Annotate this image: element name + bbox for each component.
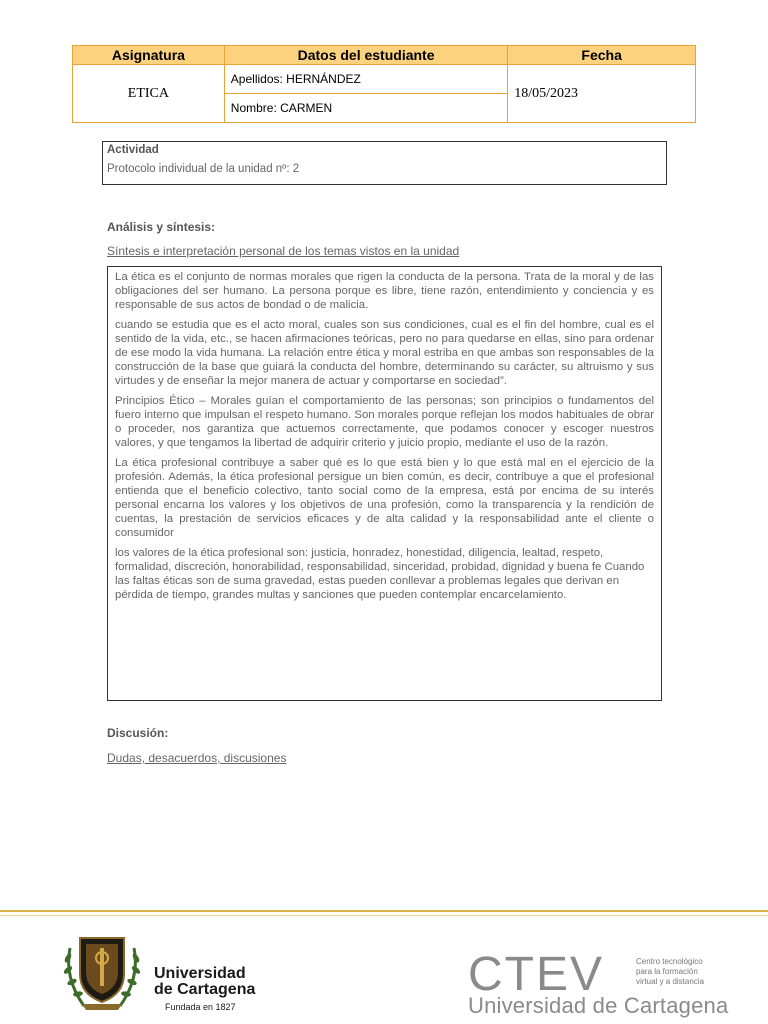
footer-divider-thin	[0, 915, 768, 916]
date-value: 18/05/2023	[508, 65, 696, 123]
ctev-university-name: Universidad de Cartagena	[468, 993, 729, 1018]
paragraph: cuando se estudia que es el acto moral, cuales son sus condiciones, cual es el fin del hombre, cual es el sentido de la vida, etc., se hacen afirmaciones teóricas, pero no para quedarse en ellas, sino para ordenar de ese modo la vida humana. La relación entre ética y moral estriba en que ambas son responsables de la construcción de la base que guiará la conducta del hombre, determinando su carácter, su altruismo y sus virtudes y de enseñar la mejor manera de actuar y comportarse en sociedad”.	[115, 319, 654, 387]
footer-divider	[0, 910, 768, 912]
date-header: Fecha	[508, 46, 696, 65]
ctev-description	[636, 957, 704, 987]
ctev-desc-line2: para la formación	[636, 967, 698, 976]
paragraph: Principios Ético – Morales guían el comportamiento de las personas; son principios o fundamentos del fuero interno que impulsan el respeto humano. Son morales porque reflejan los modos habituales de obrar o proceder, nos garantiza que actuemos correctamente, que podamos conocer y escoger nuestros valores, y que tengamos la libertad de adquirir criterio y juicio propio, mediante el uso de la razón.	[115, 395, 654, 449]
header-table	[72, 45, 696, 123]
university-founded: Fundada en 1827	[165, 1002, 236, 1012]
analysis-subtitle: Síntesis e interpretación personal de los temas vistos en la unidad	[107, 244, 460, 258]
ctev-desc-line1: Centro tecnológico	[636, 957, 703, 966]
university-name	[154, 966, 255, 998]
ctev-logo-icon	[468, 950, 628, 996]
paragraph: los valores de la ética profesional son: justicia, honradez, honestidad, diligencia, lealtad, respeto, formalidad, discreción, honorabilidad, responsabilidad, sinceridad, probidad, dignidad y buena fe Cuando las faltas éticas son de suma gravedad, estas pueden conllevar a problemas legales que derivan en pérdida de tiempo, grandes multas y sanciones que pueden contemplar encarcelamiento.	[115, 547, 645, 601]
analysis-textbox	[107, 266, 662, 701]
surname-value: Apellidos: HERNÁNDEZ	[224, 65, 507, 94]
paragraph: La ética profesional contribuye a saber qué es lo que está bien y lo que está mal en el ejercicio de la profesión. Además, la ética profesional persigue un bien común, es decir, contribuye a que el profesional entienda que el beneficio colectivo, tanto social como de la empresa, está por encima de su interés personal encarna los valores y los objetivos de una profesión, como la transparencia y la rendición de cuentas, la prestación de servicios eficaces y de alta calidad y la responsabilidad ante el cliente o consumidor	[115, 457, 654, 539]
ctev-desc-line3: virtual y a distancia	[636, 977, 705, 986]
university-name-line2: de Cartagena	[154, 981, 256, 998]
activity-box	[102, 141, 667, 185]
subject-value: ETICA	[73, 65, 225, 123]
ctev-logo-text: CTEV	[468, 950, 605, 996]
university-name-line1: Universidad	[154, 965, 246, 982]
university-crest-icon	[60, 928, 144, 1014]
paragraph: La ética es el conjunto de normas morales que rigen la conducta de la persona. Trata de la moral y de las obligaciones del ser humano. La persona porque es libre, tiene razón, entendimiento y conciencia y es responsable de sus actos de bondad o de malicia.	[115, 271, 654, 311]
activity-title: Actividad	[107, 144, 159, 156]
discussion-title: Discusión:	[107, 726, 169, 740]
discussion-subtitle: Dudas, desacuerdos, discusiones	[107, 751, 287, 765]
analysis-title: Análisis y síntesis:	[107, 220, 216, 234]
activity-subtitle: Protocolo individual de la unidad nº: 2	[107, 163, 300, 175]
student-header: Datos del estudiante	[224, 46, 507, 65]
name-value: Nombre: CARMEN	[224, 94, 507, 123]
subject-header: Asignatura	[73, 46, 225, 65]
